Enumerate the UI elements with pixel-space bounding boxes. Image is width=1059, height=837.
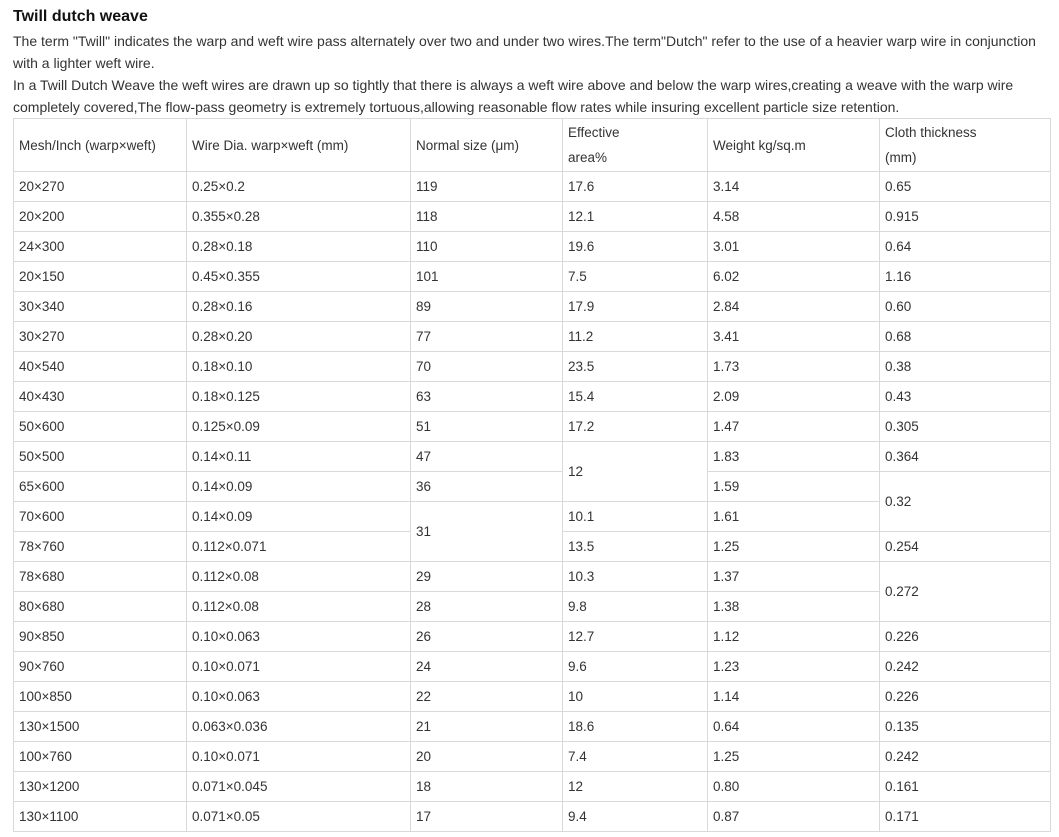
cell-mesh: 50×500 <box>14 442 187 472</box>
header-effective-area-line2: area% <box>568 150 608 165</box>
cell-wire: 0.125×0.09 <box>187 412 411 442</box>
cell-wire: 0.063×0.036 <box>187 712 411 742</box>
cell-mesh: 78×680 <box>14 562 187 592</box>
cell-thick: 0.272 <box>880 562 1051 622</box>
cell-weight: 1.83 <box>708 442 880 472</box>
cell-size: 18 <box>411 772 563 802</box>
cell-wire: 0.071×0.05 <box>187 802 411 832</box>
cell-thick: 0.32 <box>880 472 1051 532</box>
cell-wire: 0.14×0.09 <box>187 472 411 502</box>
table-row <box>14 472 1051 502</box>
cell-weight: 3.01 <box>708 232 880 262</box>
header-cloth-thickness-line2: (mm) <box>885 150 917 165</box>
cell-wire: 0.355×0.28 <box>187 202 411 232</box>
header-effective-area <box>563 119 708 172</box>
cell-size: 20 <box>411 742 563 772</box>
table-row <box>14 712 1051 742</box>
cell-size: 110 <box>411 232 563 262</box>
table-row <box>14 262 1051 292</box>
cell-mesh: 65×600 <box>14 472 187 502</box>
header-wire-dia: Wire Dia. warp×weft (mm) <box>187 119 411 172</box>
table-header-row <box>14 119 1051 172</box>
cell-mesh: 20×270 <box>14 172 187 202</box>
cell-mesh: 50×600 <box>14 412 187 442</box>
cell-size: 77 <box>411 322 563 352</box>
table-row <box>14 682 1051 712</box>
cell-area: 13.5 <box>563 532 708 562</box>
cell-area: 12.1 <box>563 202 708 232</box>
cell-size: 119 <box>411 172 563 202</box>
cell-area: 17.9 <box>563 292 708 322</box>
cell-wire: 0.10×0.071 <box>187 652 411 682</box>
cell-size: 29 <box>411 562 563 592</box>
cell-weight: 6.02 <box>708 262 880 292</box>
cell-mesh: 130×1100 <box>14 802 187 832</box>
cell-size: 118 <box>411 202 563 232</box>
cell-weight: 3.14 <box>708 172 880 202</box>
cell-weight: 1.25 <box>708 532 880 562</box>
cell-size: 70 <box>411 352 563 382</box>
cell-thick: 0.915 <box>880 202 1051 232</box>
cell-weight: 2.09 <box>708 382 880 412</box>
cell-mesh: 30×340 <box>14 292 187 322</box>
table-row <box>14 742 1051 772</box>
cell-weight: 0.64 <box>708 712 880 742</box>
table-row <box>14 412 1051 442</box>
cell-thick: 0.65 <box>880 172 1051 202</box>
cell-mesh: 30×270 <box>14 322 187 352</box>
cell-thick: 1.16 <box>880 262 1051 292</box>
cell-mesh: 40×540 <box>14 352 187 382</box>
cell-area: 10.1 <box>563 502 708 532</box>
cell-thick: 0.242 <box>880 742 1051 772</box>
cell-mesh: 80×680 <box>14 592 187 622</box>
cell-size: 31 <box>411 502 563 562</box>
header-cloth-thickness <box>880 119 1051 172</box>
cell-wire: 0.18×0.10 <box>187 352 411 382</box>
table-row <box>14 172 1051 202</box>
cell-mesh: 130×1200 <box>14 772 187 802</box>
cell-size: 101 <box>411 262 563 292</box>
cell-area: 17.6 <box>563 172 708 202</box>
spec-table <box>13 118 1051 832</box>
cell-size: 26 <box>411 622 563 652</box>
cell-thick: 0.38 <box>880 352 1051 382</box>
cell-thick: 0.161 <box>880 772 1051 802</box>
cell-thick: 0.364 <box>880 442 1051 472</box>
cell-weight: 0.87 <box>708 802 880 832</box>
cell-weight: 0.80 <box>708 772 880 802</box>
cell-area: 23.5 <box>563 352 708 382</box>
cell-thick: 0.135 <box>880 712 1051 742</box>
header-cloth-thickness-line1: Cloth thickness <box>885 125 977 140</box>
header-effective-area-line1: Effective <box>568 125 620 140</box>
cell-mesh: 70×600 <box>14 502 187 532</box>
cell-thick: 0.64 <box>880 232 1051 262</box>
table-row <box>14 382 1051 412</box>
table-row <box>14 352 1051 382</box>
cell-weight: 1.73 <box>708 352 880 382</box>
cell-wire: 0.071×0.045 <box>187 772 411 802</box>
cell-wire: 0.14×0.11 <box>187 442 411 472</box>
cell-wire: 0.10×0.063 <box>187 682 411 712</box>
cell-wire: 0.14×0.09 <box>187 502 411 532</box>
table-row <box>14 802 1051 832</box>
cell-weight: 1.25 <box>708 742 880 772</box>
cell-mesh: 100×850 <box>14 682 187 712</box>
cell-mesh: 20×200 <box>14 202 187 232</box>
table-row <box>14 232 1051 262</box>
cell-weight: 1.47 <box>708 412 880 442</box>
header-mesh: Mesh/Inch (warp×weft) <box>14 119 187 172</box>
cell-size: 63 <box>411 382 563 412</box>
cell-area: 7.5 <box>563 262 708 292</box>
cell-wire: 0.10×0.063 <box>187 622 411 652</box>
table-body <box>14 172 1051 832</box>
table-row <box>14 772 1051 802</box>
cell-weight: 1.23 <box>708 652 880 682</box>
table-row <box>14 652 1051 682</box>
intro-paragraph: In a Twill Dutch Weave the weft wires are drawn up so tightly that there is always a weft wire above and below the warp wires,creating a weave with the warp wire completely covered,The flow-pass geometry is extremely tortuous,allowing reasonable flow rates while insuring excellent particle size retention. <box>13 77 1014 115</box>
cell-thick: 0.226 <box>880 622 1051 652</box>
cell-area: 19.6 <box>563 232 708 262</box>
page-title: Twill dutch weave <box>13 8 148 25</box>
cell-mesh: 100×760 <box>14 742 187 772</box>
cell-size: 47 <box>411 442 563 472</box>
cell-mesh: 24×300 <box>14 232 187 262</box>
cell-thick: 0.242 <box>880 652 1051 682</box>
cell-area: 12 <box>563 442 708 502</box>
table-row <box>14 442 1051 472</box>
cell-thick: 0.60 <box>880 292 1051 322</box>
cell-area: 7.4 <box>563 742 708 772</box>
cell-area: 9.4 <box>563 802 708 832</box>
cell-wire: 0.112×0.071 <box>187 532 411 562</box>
intro-text <box>13 30 1053 118</box>
cell-mesh: 40×430 <box>14 382 187 412</box>
table-row <box>14 292 1051 322</box>
cell-wire: 0.112×0.08 <box>187 592 411 622</box>
cell-weight: 1.14 <box>708 682 880 712</box>
cell-weight: 1.37 <box>708 562 880 592</box>
cell-area: 12 <box>563 772 708 802</box>
cell-thick: 0.171 <box>880 802 1051 832</box>
cell-weight: 2.84 <box>708 292 880 322</box>
cell-mesh: 78×760 <box>14 532 187 562</box>
cell-weight: 1.38 <box>708 592 880 622</box>
cell-wire: 0.10×0.071 <box>187 742 411 772</box>
cell-mesh: 20×150 <box>14 262 187 292</box>
cell-mesh: 130×1500 <box>14 712 187 742</box>
cell-size: 22 <box>411 682 563 712</box>
cell-wire: 0.25×0.2 <box>187 172 411 202</box>
cell-wire: 0.18×0.125 <box>187 382 411 412</box>
cell-thick: 0.226 <box>880 682 1051 712</box>
cell-area: 17.2 <box>563 412 708 442</box>
cell-wire: 0.28×0.18 <box>187 232 411 262</box>
cell-weight: 1.12 <box>708 622 880 652</box>
cell-size: 17 <box>411 802 563 832</box>
cell-size: 51 <box>411 412 563 442</box>
cell-wire: 0.28×0.20 <box>187 322 411 352</box>
table-row <box>14 622 1051 652</box>
cell-wire: 0.45×0.355 <box>187 262 411 292</box>
cell-area: 11.2 <box>563 322 708 352</box>
cell-thick: 0.68 <box>880 322 1051 352</box>
cell-mesh: 90×850 <box>14 622 187 652</box>
cell-area: 9.6 <box>563 652 708 682</box>
cell-mesh: 90×760 <box>14 652 187 682</box>
cell-wire: 0.28×0.16 <box>187 292 411 322</box>
table-row <box>14 562 1051 592</box>
cell-weight: 4.58 <box>708 202 880 232</box>
cell-thick: 0.254 <box>880 532 1051 562</box>
cell-area: 18.6 <box>563 712 708 742</box>
cell-size: 21 <box>411 712 563 742</box>
cell-size: 28 <box>411 592 563 622</box>
cell-area: 10 <box>563 682 708 712</box>
cell-weight: 1.61 <box>708 502 880 532</box>
cell-area: 9.8 <box>563 592 708 622</box>
cell-weight: 3.41 <box>708 322 880 352</box>
cell-weight: 1.59 <box>708 472 880 502</box>
cell-wire: 0.112×0.08 <box>187 562 411 592</box>
cell-area: 15.4 <box>563 382 708 412</box>
table-row <box>14 202 1051 232</box>
cell-area: 10.3 <box>563 562 708 592</box>
cell-thick: 0.305 <box>880 412 1051 442</box>
cell-area: 12.7 <box>563 622 708 652</box>
table-row <box>14 322 1051 352</box>
header-normal-size: Normal size (μm) <box>411 119 563 172</box>
cell-size: 24 <box>411 652 563 682</box>
header-weight: Weight kg/sq.m <box>708 119 880 172</box>
cell-size: 36 <box>411 472 563 502</box>
cell-size: 89 <box>411 292 563 322</box>
intro-paragraph: The term "Twill" indicates the warp and weft wire pass alternately over two and under two wires.The term"Dutch" refer to the use of a heavier warp wire in conjunction with a lighter weft wire. <box>13 33 1036 71</box>
cell-thick: 0.43 <box>880 382 1051 412</box>
